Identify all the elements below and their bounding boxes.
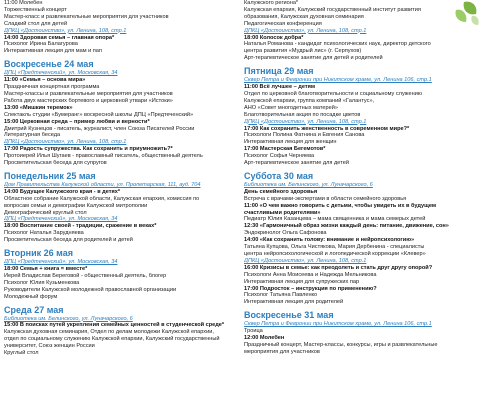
- event-title: 17:00 Мастерская Бегемотов*: [244, 146, 326, 153]
- leaf-decoration-icon: [450, 0, 480, 26]
- event-detail: Интерактивная лекция для женщин: [244, 139, 337, 146]
- event-detail: Демографический круглый стол: [4, 209, 87, 216]
- event-title: 17:00 Подросток – инструкция по применению?: [244, 285, 377, 292]
- event-title: 12:30 «Гармоничный образ жизни каждый день: питание, движение, сон»: [244, 223, 449, 230]
- event-detail: Арт-терапевтическое занятие для детей: [244, 160, 349, 167]
- event-detail: Мастер-класс и развлекательные мероприятия для участников: [4, 13, 169, 20]
- event-title: 13:00 «Мишкин теремок»: [4, 104, 73, 111]
- event-detail: Психологи Анна Моисеева и Надежда Мельникова: [244, 271, 377, 278]
- venue-link[interactable]: ДПКЦ «Достоинство», ул. Ленина, 108, стр.1: [4, 27, 127, 34]
- venue-link[interactable]: Сквер Петра и Февронии при Никитском храме, ул. Ленина 106, стр.1: [244, 321, 432, 328]
- venue-link[interactable]: Библиотека им. Белинского, ул. Луначарского, 6: [244, 181, 373, 188]
- event-detail: Сладкий стол для детей: [4, 20, 68, 27]
- day-heading: Среда 27 мая: [4, 304, 64, 315]
- event-title: 15:00 В поисках путей укрепления семейных ценностей в студенческой среде*: [4, 322, 225, 329]
- event-title: счастливыми родителями»: [244, 209, 321, 216]
- event-detail: Спектакль студии «Бумеранг» воскресной школы ДПЦ «Предтеченский»: [4, 111, 194, 118]
- event-title: 18:00 Воспитание своей - традиции, сражение в веках*: [4, 223, 157, 230]
- event-detail: отдел по социальному служению Калужской епархии, Калужский государственный: [4, 336, 220, 343]
- venue-link[interactable]: ДПКЦ «Достоинство», ул. Ленина, 108, стр.1: [244, 27, 367, 34]
- day-heading: Воскресенье 24 мая: [4, 59, 94, 70]
- event-detail: Круглый стол: [4, 350, 39, 357]
- event-title: 17:00 Как сохранить женственность в современном мире?*: [244, 125, 410, 132]
- event-detail: Праздничный концерт, Мастер-классы, конкурсы, игры и развлекательные: [244, 341, 438, 348]
- venue-link[interactable]: ДПКЦ «Достоинство», ул. Ленина, 108, стр.1: [4, 139, 127, 146]
- event-detail: Арт-терапевтическое занятие для детей и родителей: [244, 55, 383, 62]
- event-detail: Калужская духовная семинария, Отдел по делам молодежи Калужской епархии,: [4, 329, 214, 336]
- event-title: 14:00 Будущее Калужского края - в детях*: [4, 188, 121, 195]
- venue-link[interactable]: ДПКЦ «Достоинство», ул. Ленина, 108, стр.1: [244, 257, 367, 264]
- event-title: 16:00 Кризисы в семье: как преодолеть и стать друг другу опорой?: [244, 264, 433, 271]
- event-title: День семейного здоровья: [244, 188, 318, 195]
- event-title: 11:00 Всё лучшее – детям: [244, 84, 316, 91]
- day-heading: Вторник 26 мая: [4, 248, 73, 259]
- event-title: 11:00 «О чем важно говорить с детьми, чтобы увидеть их в будущем: [244, 202, 436, 209]
- event-detail: Иерей Владислав Береговой - общественный деятель, блогер: [4, 272, 167, 279]
- event-detail: Встреча с врачами-экспертами в области семейного здоровья: [244, 195, 407, 202]
- venue-link[interactable]: Библиотека им. Белинского, ул. Луначарского, 6: [4, 315, 133, 322]
- event-detail: Эндокринолог Ольга Сафонова: [244, 230, 327, 237]
- event-detail: Молодежный форум: [4, 293, 58, 300]
- right-column: [244, 0, 476, 400]
- event-detail: Литературная беседа: [4, 132, 61, 139]
- event-detail: Областное собрание Калужской области, Калужская епархия, комиссия по: [4, 195, 200, 202]
- event-detail: 11:00 Молебен: [4, 0, 43, 6]
- event-title: 12:00 Молебен: [244, 335, 285, 342]
- event-detail: Просветительская беседа для супругов: [4, 160, 107, 167]
- left-column: [4, 0, 236, 400]
- event-detail: Наталья Романова - кандидат психологических наук, директор детского: [244, 41, 431, 48]
- event-detail: Протоиерей Илья Шугаев - православный писатель, общественный деятель: [4, 153, 203, 160]
- event-detail: Просветительская беседа для родителей и детей: [4, 237, 133, 244]
- event-detail: Интерактивная лекция для супружеских пар: [244, 278, 360, 285]
- event-detail: Руководители Калужской молодежной православной организации: [4, 286, 177, 293]
- venue-link[interactable]: ДПКЦ «Достоинство», ул. Ленина, 108, стр.1: [244, 118, 367, 125]
- event-detail: Педагогическая конференция: [244, 20, 322, 27]
- venue-link[interactable]: Сквер Петра и Февронии при Никитском храме, ул. Ленина 106, стр.1: [244, 77, 432, 84]
- event-detail: Работа двух мастерских бортевого и церковной утвари «Истоки»: [4, 97, 173, 104]
- event-detail: Психолог Юлия Кузьменкова: [4, 279, 80, 286]
- event-detail: Отдел по церковной благотворительности и социальному служению: [244, 90, 423, 97]
- event-detail: Калужская епархия, Калужский государственный институт развития: [244, 6, 421, 13]
- event-title: 14:00 Здоровая семья – главная опора*: [4, 34, 115, 41]
- venue-link[interactable]: ДПЦ «Предтеченский», ул. Московская, 34: [4, 259, 118, 266]
- event-title: 17:00 Радость супружества. Как сохранить и приумножить?*: [4, 146, 173, 153]
- event-detail: Праздничная концертная программа: [4, 84, 100, 91]
- day-heading: Воскресенье 31 мая: [244, 310, 334, 321]
- event-detail: образования, Калужская духовная семинария: [244, 13, 364, 20]
- event-detail: университет, Союз женщин России: [4, 343, 95, 350]
- venue-link[interactable]: ДПЦ «Предтеченский», ул. Московская, 34: [4, 70, 118, 77]
- event-detail: Психолог Ирина Балагурова: [4, 41, 78, 48]
- day-heading: Пятница 29 мая: [244, 66, 314, 77]
- event-detail: вопросам семьи и демографии Калужской митрополии: [4, 202, 148, 209]
- event-title: 15:00 Церковная среда – пример любви и верности*: [4, 118, 150, 125]
- event-detail: Татьяна Купцова, Ольга Чистякова, Мария Дербенина - специалисты: [244, 244, 425, 251]
- event-detail: Троица: [244, 328, 263, 335]
- event-title: 18:00 Семья + книга = вместе*: [4, 266, 88, 272]
- day-heading: Суббота 30 мая: [244, 170, 314, 181]
- venue-link[interactable]: Дом Правительства Калужской области, ул. Пролетарская, 111, ауд. 704: [4, 181, 201, 188]
- event-detail: Дмитрий Кузнецов - писатель, журналист, член Союза Писателей России: [4, 125, 195, 132]
- event-detail: Интерактивная лекция для мам и пап: [4, 48, 102, 55]
- event-detail: АНО «Совет многодетных матерей»: [244, 104, 338, 111]
- event-detail: Интерактивная лекция для родителей: [244, 299, 344, 306]
- event-detail: Психолог Софья Черняева: [244, 153, 315, 160]
- event-detail: центра развития «Мудрый лис» (г. Серпухов): [244, 48, 362, 55]
- event-detail: центра нейропсихологической и логопедической коррекции «Клевер»: [244, 251, 426, 257]
- event-detail: Торжественный концерт: [4, 6, 67, 13]
- event-detail: Психолог Наталья Зарудняева: [4, 230, 84, 237]
- day-heading: Понедельник 25 мая: [4, 170, 96, 181]
- event-detail: Мастер-классы и развлекательные мероприятия для участников: [4, 90, 173, 97]
- event-detail: мероприятия для участников: [244, 348, 320, 355]
- event-detail: Благотворительная акция по посадке цветов: [244, 111, 361, 118]
- event-title: 11:00 «Семья – основа мира»: [4, 77, 86, 84]
- event-title: 18:00 Колосок добра*: [244, 34, 304, 41]
- event-detail: Педиатр Юлия Казанцева – мама священника и мама семерых детей: [244, 216, 426, 223]
- venue-link[interactable]: ДПЦ «Предтеченский», ул. Московская, 34: [4, 216, 118, 223]
- event-detail: Психолог Татьяна Павленко: [244, 292, 318, 299]
- event-title: 14:00 «Как сохранить голову: внимание и нейропсихологию»: [244, 237, 415, 244]
- event-detail: Калужского региона*: [244, 0, 299, 6]
- event-detail: Психологи Полина Фатнина и Евгения Санова: [244, 132, 365, 139]
- event-detail: Калужской епархии, группа компаний «Галантус»,: [244, 97, 375, 104]
